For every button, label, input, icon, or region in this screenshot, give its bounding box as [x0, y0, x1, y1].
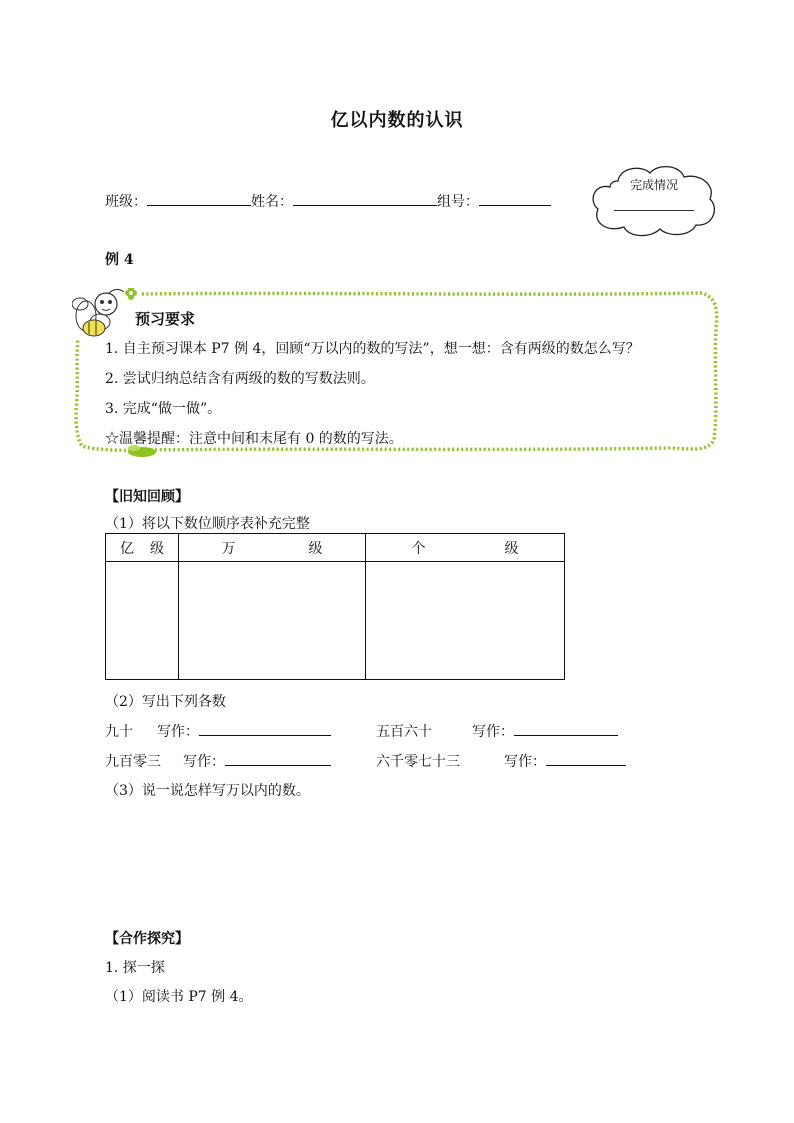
preview-item: 1. 自主预习课本 P7 例 4，回顾“万以内的数的写法”，想一想：含有两级的数怎么写？: [105, 341, 640, 357]
explore-step: 1. 探一探: [105, 960, 165, 976]
header-wan: 万 级: [179, 534, 366, 562]
page-title: 亿以内数的认识: [330, 110, 464, 131]
info-line: [105, 191, 551, 211]
explore-heading: 【合作探究】: [105, 931, 189, 947]
preview-tip: ☆温馨提醒：注意中间和末尾有 0 的数的写法。: [105, 431, 403, 447]
preview-item: 3. 完成“做一做”。: [105, 401, 222, 417]
cloud-icon: [588, 163, 720, 239]
example-label: 例 4: [105, 252, 134, 268]
name-field[interactable]: [293, 191, 437, 206]
write-label: 写作：: [504, 754, 546, 770]
cell-yi[interactable]: [106, 562, 179, 680]
write-item: [105, 721, 331, 741]
name-label: 姓名：: [251, 194, 293, 210]
write-answer-field[interactable]: [546, 751, 626, 766]
class-field[interactable]: [147, 191, 251, 206]
review-heading: 【旧知回顾】: [105, 489, 189, 505]
class-label: 班级：: [105, 194, 147, 210]
review-q1: （1）将以下数位顺序表补充完整: [105, 516, 310, 532]
header-yi: 亿 级: [106, 534, 179, 562]
cell-wan[interactable]: [179, 562, 366, 680]
write-item: [376, 751, 626, 771]
write-label: 写作：: [183, 754, 225, 770]
write-answer-field[interactable]: [514, 721, 618, 736]
write-number: 六千零七十三: [376, 754, 460, 770]
write-answer-field[interactable]: [225, 751, 331, 766]
digit-order-table: [105, 533, 565, 680]
write-label: 写作：: [472, 724, 514, 740]
table-body-row: [106, 562, 565, 680]
explore-sub: （1）阅读书 P7 例 4。: [105, 989, 253, 1005]
write-item: [376, 721, 618, 741]
write-label: 写作：: [157, 724, 199, 740]
bee-icon: [72, 288, 137, 336]
completion-field[interactable]: [614, 210, 694, 211]
write-answer-field[interactable]: [199, 721, 331, 736]
table-header-row: [106, 534, 565, 562]
review-q2: （2）写出下列各数: [105, 694, 226, 710]
preview-heading: 预习要求: [135, 310, 196, 328]
completion-cloud: [588, 163, 720, 239]
review-q3: （3）说一说怎样写万以内的数。: [105, 783, 310, 799]
write-item: [105, 751, 331, 771]
group-label: 组号：: [437, 194, 479, 210]
completion-label: 完成情况: [629, 178, 678, 192]
cell-ge[interactable]: [366, 562, 565, 680]
preview-item: 2. 尝试归纳总结含有两级的数的写数法则。: [105, 371, 375, 387]
write-number: 九十: [105, 724, 133, 740]
write-number: 五百六十: [376, 724, 432, 740]
header-ge: 个 级: [366, 534, 565, 562]
group-field[interactable]: [479, 191, 551, 206]
write-number: 九百零三: [105, 754, 161, 770]
